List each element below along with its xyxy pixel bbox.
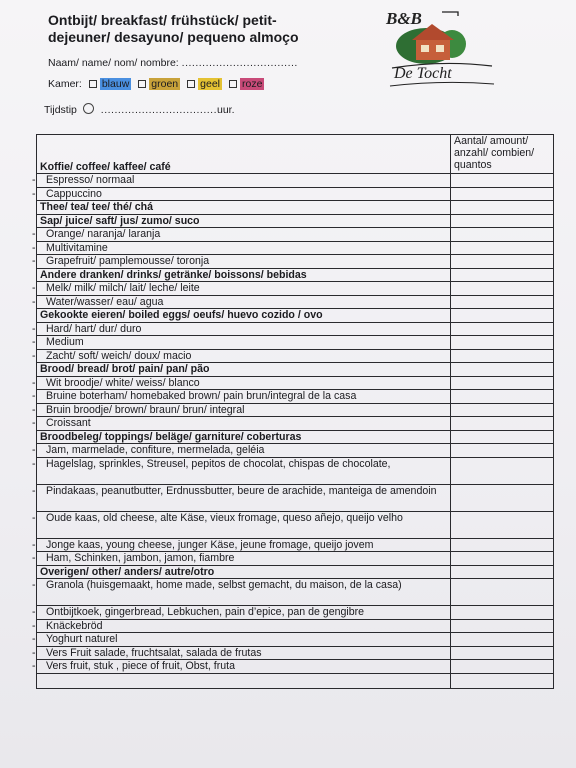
menu-item-text: Croissant — [46, 417, 91, 429]
menu-item-row — [37, 282, 554, 296]
menu-item-text: Vers fruit, stuk , piece of fruit, Obst, fruta — [46, 660, 235, 672]
amount-cell[interactable] — [451, 417, 554, 431]
amount-cell[interactable] — [451, 309, 554, 323]
menu-item-text: Multivitamine — [46, 241, 108, 254]
room-option-geel: geel — [200, 78, 220, 90]
amount-cell[interactable] — [451, 336, 554, 350]
menu-item-label — [32, 187, 451, 201]
menu-item-label — [32, 228, 451, 242]
bullet-dash: - — [32, 282, 36, 294]
category-label: Sap/ juice/ saft/ jus/ zumo/ suco — [37, 214, 451, 228]
bullet-dash: - — [32, 484, 36, 497]
title-line-2: dejeuner/ desayuno/ pequeno almoço — [48, 29, 299, 45]
amount-cell[interactable] — [451, 174, 554, 188]
amount-cell[interactable] — [451, 390, 554, 404]
room-option-groen: groen — [151, 78, 179, 90]
name-dots: .................................. — [181, 57, 298, 69]
amount-cell[interactable] — [451, 484, 554, 511]
menu-item-text: Water/wasser/ eau/ agua — [46, 295, 164, 308]
menu-item-label — [32, 417, 451, 431]
menu-item-label — [32, 282, 451, 296]
amount-cell[interactable] — [451, 403, 554, 417]
bullet-dash: - — [32, 606, 36, 618]
table-header-row — [37, 135, 554, 174]
amount-cell[interactable] — [451, 255, 554, 269]
menu-item-text: Bruin broodje/ brown/ braun/ brun/ integral — [46, 403, 245, 416]
menu-item-text: Ontbijtkoek, gingerbread, Lebkuchen, pain d’epice, pan de gengibre — [46, 606, 365, 618]
bullet-dash: - — [32, 646, 36, 659]
bullet-dash: - — [32, 633, 36, 645]
name-label: Naam/ name/ nom/ nombre: — [48, 57, 179, 69]
amount-cell[interactable] — [451, 660, 554, 674]
room-checkbox-geel[interactable] — [187, 80, 195, 88]
bullet-dash: - — [32, 552, 36, 564]
category-row — [37, 268, 554, 282]
category-row — [37, 363, 554, 377]
menu-item-label — [32, 295, 451, 309]
room-selector — [48, 78, 264, 90]
menu-item-text: Knäckebröd — [46, 619, 103, 632]
menu-item-row — [37, 174, 554, 188]
amount-cell[interactable] — [451, 579, 554, 606]
menu-item-row — [37, 606, 554, 620]
blank-cell — [37, 673, 451, 688]
menu-item-row — [37, 403, 554, 417]
bullet-dash: - — [32, 255, 36, 267]
menu-item-text: Oude kaas, old cheese, alte Käse, vieux fromage, queso añejo, queijo velho — [46, 511, 403, 524]
menu-item-row — [37, 417, 554, 431]
menu-item-text: Wit broodje/ white/ weiss/ blanco — [46, 376, 200, 389]
time-field[interactable] — [44, 103, 235, 116]
menu-item-label — [32, 174, 451, 188]
clock-icon — [83, 103, 94, 114]
bullet-dash: - — [32, 403, 36, 416]
amount-cell[interactable] — [451, 552, 554, 566]
title-line-1: Ontbijt/ breakfast/ frühstück/ petit- — [48, 12, 277, 28]
amount-cell[interactable] — [451, 214, 554, 228]
menu-item-text: Hagelslag, sprinkles, Streusel, pepitos de chocolat, chispas de chocolate, — [46, 457, 391, 470]
menu-item-text: Jam, marmelade, confiture, mermelada, geléia — [46, 444, 265, 456]
menu-item-label — [32, 241, 451, 255]
category-label: Koffie/ coffee/ kaffee/ café — [37, 135, 451, 174]
menu-item-label — [32, 552, 451, 566]
menu-item-label — [32, 336, 451, 350]
menu-item-label — [32, 255, 451, 269]
amount-cell[interactable] — [451, 646, 554, 660]
menu-item-row — [37, 633, 554, 647]
menu-item-row — [37, 336, 554, 350]
menu-item-row — [37, 579, 554, 606]
amount-cell[interactable] — [451, 349, 554, 363]
time-label: Tijdstip — [44, 104, 77, 116]
menu-item-text: Espresso/ normaal — [46, 174, 135, 186]
amount-cell[interactable] — [451, 538, 554, 552]
bullet-dash: - — [32, 417, 36, 429]
menu-item-label — [32, 660, 451, 674]
room-checkbox-groen[interactable] — [138, 80, 146, 88]
name-field[interactable] — [48, 57, 298, 69]
menu-item-row — [37, 255, 554, 269]
bullet-dash: - — [32, 390, 36, 402]
menu-item-row — [37, 484, 554, 511]
menu-item-row — [37, 228, 554, 242]
category-label: Brood/ bread/ brot/ pain/ pan/ pão — [37, 363, 451, 377]
category-label: Gekookte eieren/ boiled eggs/ oeufs/ huevo cozido / ovo — [37, 309, 451, 323]
menu-item-row — [37, 390, 554, 404]
menu-item-label — [32, 403, 451, 417]
category-label: Overigen/ other/ anders/ autre/otro — [37, 565, 451, 579]
amount-cell[interactable] — [451, 606, 554, 620]
menu-item-label — [32, 579, 451, 606]
menu-item-row — [37, 444, 554, 458]
menu-item-text: Grapefruit/ pamplemousse/ toronja — [46, 255, 210, 267]
menu-item-label — [32, 538, 451, 552]
amount-cell[interactable] — [451, 511, 554, 538]
room-option-roze: roze — [242, 78, 263, 90]
menu-item-label — [32, 646, 451, 660]
category-row — [37, 309, 554, 323]
blank-row — [37, 673, 554, 688]
menu-item-row — [37, 619, 554, 633]
room-checkbox-blauw[interactable] — [89, 80, 97, 88]
menu-item-text: Hard/ hart/ dur/ duro — [46, 322, 142, 335]
menu-item-text: Ham, Schinken, jambon, jamon, fiambre — [46, 552, 235, 564]
menu-item-text: Bruine boterham/ homebaked brown/ pain brun/integral de la casa — [46, 390, 357, 402]
bullet-dash: - — [32, 619, 36, 632]
amount-cell[interactable] — [451, 295, 554, 309]
menu-item-text: Cappuccino — [46, 187, 102, 200]
bullet-dash: - — [32, 322, 36, 335]
bb-de-tocht-logo — [382, 6, 502, 90]
menu-item-row — [37, 187, 554, 201]
bullet-dash: - — [32, 376, 36, 389]
bullet-dash: - — [32, 241, 36, 254]
menu-item-row — [37, 295, 554, 309]
menu-item-text: Vers Fruit salade, fruchtsalat, salada de frutas — [46, 646, 262, 659]
amount-header: Aantal/ amount/ anzahl/ combien/ quantos — [451, 135, 554, 174]
menu-item-text: Granola (huisgemaakt, home made, selbst gemacht, du maison, de la casa) — [46, 579, 402, 591]
category-row — [37, 214, 554, 228]
category-row — [37, 430, 554, 444]
menu-item-label — [32, 633, 451, 647]
menu-item-label — [32, 457, 451, 484]
menu-item-row — [37, 322, 554, 336]
room-checkbox-roze[interactable] — [229, 80, 237, 88]
bullet-dash: - — [32, 228, 36, 240]
amount-cell[interactable] — [451, 619, 554, 633]
menu-item-text: Medium — [46, 336, 84, 348]
bullet-dash: - — [32, 660, 36, 672]
amount-cell[interactable] — [451, 268, 554, 282]
menu-item-text: Melk/ milk/ milch/ lait/ leche/ leite — [46, 282, 200, 294]
bullet-dash: - — [32, 538, 36, 551]
menu-item-row — [37, 376, 554, 390]
amount-cell[interactable] — [451, 430, 554, 444]
amount-cell[interactable] — [451, 363, 554, 377]
menu-item-row — [37, 646, 554, 660]
menu-item-text: Jonge kaas, young cheese, junger Käse, jeune fromage, queijo jovem — [46, 538, 374, 551]
menu-item-label — [32, 349, 451, 363]
category-label: Thee/ tea/ tee/ thé/ chá — [37, 201, 451, 215]
bullet-dash: - — [32, 187, 36, 200]
svg-text:B&B: B&B — [386, 9, 422, 28]
bullet-dash: - — [32, 336, 36, 348]
amount-cell[interactable] — [451, 673, 554, 688]
bullet-dash: - — [32, 295, 36, 308]
category-row — [37, 565, 554, 579]
menu-item-label — [32, 444, 451, 458]
svg-text:De Tocht: De Tocht — [394, 65, 452, 82]
room-label: Kamer: — [48, 78, 82, 90]
menu-item-row — [37, 349, 554, 363]
category-label: Broodbeleg/ toppings/ beläge/ garniture/ coberturas — [37, 430, 451, 444]
menu-item-row — [37, 660, 554, 674]
bullet-dash: - — [32, 579, 36, 591]
menu-item-label — [32, 484, 451, 511]
amount-cell[interactable] — [451, 201, 554, 215]
menu-item-text: Orange/ naranja/ laranja — [46, 228, 161, 240]
menu-item-row — [37, 241, 554, 255]
category-row — [37, 201, 554, 215]
amount-cell[interactable] — [451, 633, 554, 647]
room-option-blauw: blauw — [101, 78, 130, 90]
amount-cell[interactable] — [451, 187, 554, 201]
bullet-dash: - — [32, 349, 36, 362]
menu-item-label — [32, 322, 451, 336]
menu-item-text: Pindakaas, peanutbutter, Erdnussbutter, beure de arachide, manteiga de amendoin — [46, 484, 437, 497]
bullet-dash: - — [32, 174, 36, 186]
bullet-dash: - — [32, 511, 36, 524]
bullet-dash: - — [32, 457, 36, 470]
amount-cell[interactable] — [451, 565, 554, 579]
menu-item-label — [32, 376, 451, 390]
menu-item-row — [37, 552, 554, 566]
amount-cell[interactable] — [451, 228, 554, 242]
category-label: Andere dranken/ drinks/ getränke/ boissons/ bebidas — [37, 268, 451, 282]
menu-item-text: Zacht/ soft/ weich/ doux/ macio — [46, 349, 192, 362]
amount-cell[interactable] — [451, 444, 554, 458]
amount-cell[interactable] — [451, 322, 554, 336]
amount-cell[interactable] — [451, 282, 554, 296]
menu-item-label — [32, 606, 451, 620]
amount-cell[interactable] — [451, 241, 554, 255]
time-suffix: uur. — [216, 104, 235, 116]
order-table — [32, 134, 554, 689]
bullet-dash: - — [32, 444, 36, 456]
menu-item-label — [32, 390, 451, 404]
amount-cell[interactable] — [451, 376, 554, 390]
menu-item-label — [32, 511, 451, 538]
menu-item-row — [37, 511, 554, 538]
form-title — [48, 12, 348, 46]
menu-item-label — [32, 619, 451, 633]
menu-item-row — [37, 538, 554, 552]
amount-cell[interactable] — [451, 457, 554, 484]
menu-item-row — [37, 457, 554, 484]
time-dots: .................................. — [100, 104, 217, 116]
menu-item-text: Yoghurt naturel — [46, 633, 118, 645]
